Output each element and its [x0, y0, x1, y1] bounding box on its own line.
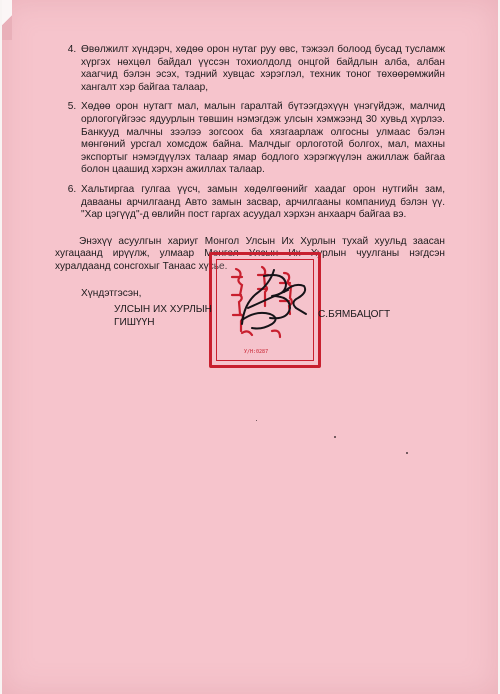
- seal-number: У/Н:0287: [244, 349, 269, 355]
- page-fold: [2, 0, 12, 40]
- question-list: [55, 44, 445, 222]
- signer-title-line2: ГИШҮҮН: [114, 316, 155, 328]
- handwritten-signature: [234, 262, 314, 342]
- list-item: 5. Хөдөө орон нутагт мал, малын гаралтай бүтээгдэхүүн үнэгүйдэж, малчид орлогогүйгээс ядуурлын төвшин нэмэгдэж улсын хэмжээнд 30 хувьд хүрлээ. Банкууд малчны зээлээ зогсоох ба хязгаарлаж олгосны улмаас бэлэн мөнгөний урсгал хомсдож байна. Малчдыг орлоготой болгох, мал, махны экспортыг нэмэгдүүлэх талаар ямар бодлого хэрэгжүүлэн ажиллаж байгаа болон цаашид хэрхэн ажиллах талаар.: [79, 101, 445, 177]
- paper-speck: [256, 420, 257, 421]
- signer-title-line1: УЛСЫН ИХ ХУРЛЫН: [114, 304, 212, 315]
- greeting: Хүндэтгэсэн,: [81, 287, 142, 299]
- signer-title: [114, 304, 212, 329]
- paper-speck: [406, 452, 408, 454]
- list-item: 4. Өвөлжилт хүндэрч, хөдөө орон нутаг руу өвс, тэжээл болоод бусад тусламж хүргэх нөхцөл байдал үүссэн тохиолдолд онцгой байдлын алба, албан хаагчид бэлэн эсэх, тэдний хувцас хэрэглэл, техник тоног төхөөрөмжийн хангалт хэр байгаа талаар,: [79, 44, 445, 94]
- list-item: 6. Хальтиргаа гулгаа үүсч, замын хөдөлгөөнийг хаадаг орон нутгийн зам, давааны арчилгаанд Авто замын засвар, арчилгааны компаниуд бэлэн үү. "Хар цэгүүд"-д өвлийн пост гаргах асуудал хэрхэн анхаарч байгаа вэ.: [79, 184, 445, 222]
- paper-speck: [334, 436, 336, 438]
- signer-name: С.БЯМБАЦОГТ: [318, 309, 391, 320]
- closing-paragraph: Энэхүү асуулгын хариуг Монгол Улсын Их Хурлын тухай хуульд заасан хугацаанд ирүүлж, улмаар Монгол Улсын Их Хурлын чуулганы нэгдсэн хуралдаанд сонсгохыг Танаас хүсье.: [55, 235, 445, 272]
